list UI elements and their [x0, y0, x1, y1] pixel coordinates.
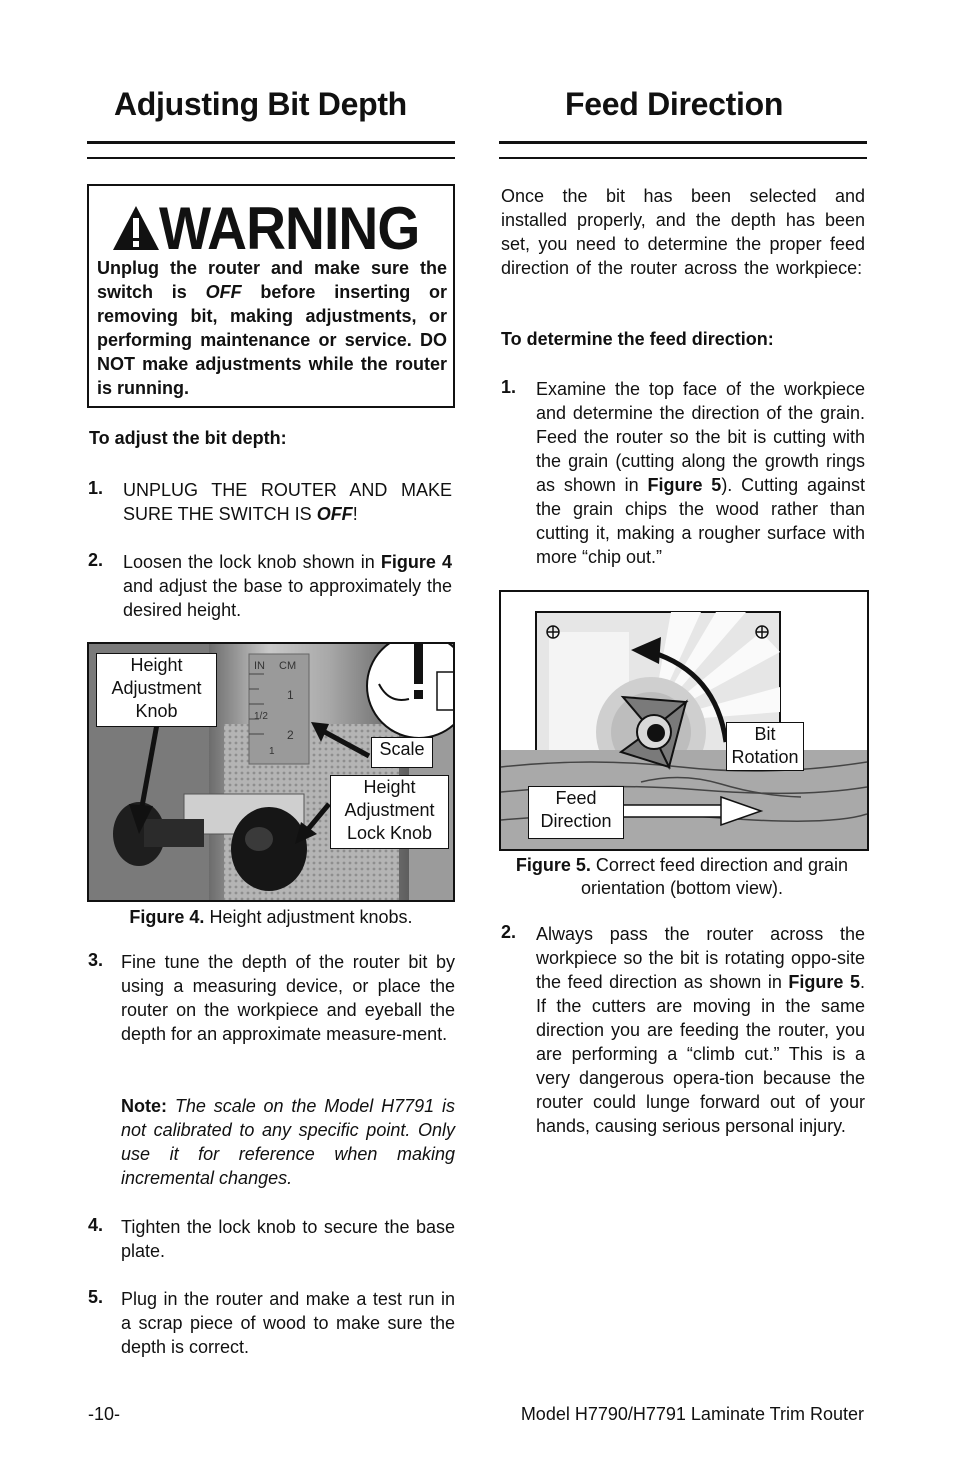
step-text: Always pass the router across the workpiece so the bit is rotating oppo-site the feed direction as shown in Figure 5. If the cutters are moving in the same direction you are feeding the router, you are performing a “climb cut.” This is a very dangerous opera-tion because the router could lunge forward out of your hands, causing serious personal injury.	[536, 924, 865, 1136]
step-text: UNPLUG THE ROUTER AND MAKE SURE THE SWITCH IS OFF!	[123, 480, 452, 524]
step-text: Loosen the lock knob shown in Figure 4 and adjust the base to approximately the desired height.	[123, 552, 453, 620]
right-title: Feed Direction	[565, 86, 784, 122]
scale-mark-half: 1/2	[254, 711, 268, 722]
warning-box	[87, 184, 455, 408]
step-number: 4.	[88, 1215, 104, 1235]
figure-5-diagram	[499, 590, 869, 851]
scale-mark-1b: 1	[269, 746, 275, 757]
step-number: 1.	[501, 377, 517, 397]
figure-4-caption-label: Figure 4.	[129, 907, 205, 927]
right-title-rule-top	[499, 141, 867, 144]
warning-word: WARNING	[159, 195, 420, 262]
callout-scale: Scale	[371, 737, 433, 768]
callout-feed-direction: Feed Direction	[528, 786, 624, 839]
callout-bit-rotation: Bit Rotation	[726, 722, 804, 771]
warning-header	[111, 195, 431, 262]
figure-4-photo	[87, 642, 455, 902]
step-text: Examine the top face of the workpiece and determine the direction of the grain. Feed the router so the bit is cutting with the grain (cutting along the growth rings as shown in Figure 5). Cutting against the grain chips the wood rather than cutting it, making a rougher surface with more “chip out.”	[536, 379, 865, 567]
right-title-rule-bottom	[499, 157, 867, 159]
figure-5-caption-label: Figure 5.	[515, 855, 591, 875]
step-text: Plug in the router and make a test run in a scrap piece of wood to make sure the depth is correct.	[121, 1289, 455, 1357]
figure-5-caption	[499, 854, 865, 900]
step-number: 5.	[88, 1287, 104, 1307]
note-text: Note: The scale on the Model H7791 is not calibrated to any specific point. Only use it for reference when making incremental changes.	[121, 1096, 455, 1188]
callout-height-adjustment-knob: Height Adjustment Knob	[96, 653, 217, 727]
footer-model: Model H7790/H7791 Laminate Trim Router	[520, 1404, 864, 1424]
right-subhead: To determine the feed direction:	[501, 329, 774, 349]
step-number: 2.	[88, 550, 104, 570]
callout-height-adjustment-lock-knob: Height Adjustment Lock Knob	[330, 775, 449, 849]
figure-4-caption-text: Height adjustment knobs.	[204, 907, 413, 927]
right-intro: Once the bit has been selected and installed properly, and the depth has been set, you need to determine the proper feed direction of the router across the workpiece:	[501, 186, 865, 278]
step-text: Tighten the lock knob to secure the base plate.	[121, 1217, 455, 1261]
step-number: 2.	[501, 922, 517, 942]
step-number: 1.	[88, 478, 104, 498]
left-title-rule-bottom	[87, 157, 455, 159]
scale-mark-1: 1	[287, 688, 294, 702]
warning-text: Unplug the router and make sure the switch is OFF before inserting or removing bit, making adjustments, or performing maintenance or service. DO NOT make adjustments while the router is running.	[97, 258, 447, 398]
scale-mark-2: 2	[287, 728, 294, 742]
left-subhead: To adjust the bit depth:	[89, 428, 287, 448]
warning-triangle-icon	[111, 204, 161, 252]
figure-4-caption	[87, 906, 455, 929]
scale-mark-cm: CM	[279, 660, 297, 672]
left-title-rule-top	[87, 141, 455, 144]
figure-5-caption-text: Correct feed direction and grain orientation (bottom view).	[580, 855, 849, 898]
step-number: 3.	[88, 950, 104, 970]
scale-mark-in: IN	[254, 660, 265, 672]
left-title: Adjusting Bit Depth	[114, 86, 407, 122]
step-text: Fine tune the depth of the router bit by using a measuring device, or place the router on the workpiece and eyeball the depth for an approximate measure-ment.	[121, 952, 455, 1044]
footer-page-number: -10-	[88, 1404, 121, 1424]
